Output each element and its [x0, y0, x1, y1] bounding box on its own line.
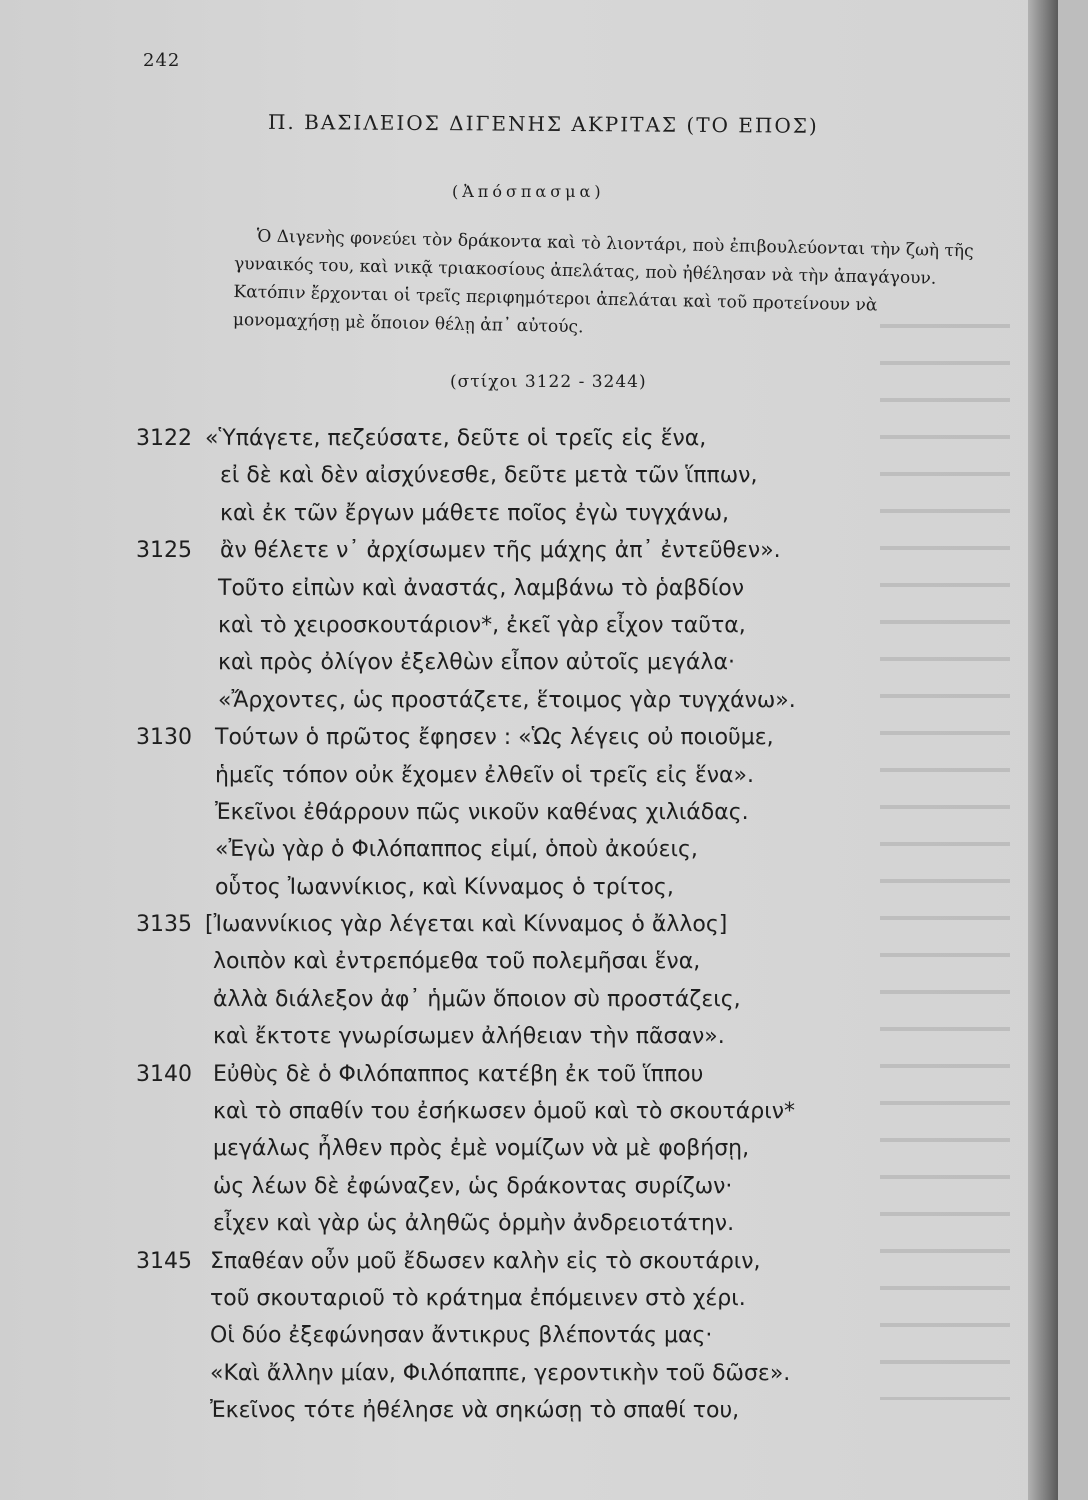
verse-text: «Ὑπάγετε, πεζεύσατε, δεῦτε οἱ τρεῖς εἰς ἕνα, — [205, 426, 707, 451]
verse-text: Ἐκεῖνος τότε ἠθέλησε νὰ σηκώσῃ τὸ σπαθί του, — [210, 1398, 740, 1424]
line-number: 3125 — [136, 538, 192, 564]
verse-text: ἡμεῖς τόπον οὐκ ἔχομεν ἐλθεῖν οἱ τρεῖς εἰς ἕνα». — [215, 762, 754, 788]
verse-line — [0, 1056, 1058, 1093]
verse-line — [0, 1018, 1058, 1055]
verse-text: Εὐθὺς δὲ ὁ Φιλόπαππος κατέβη ἐκ τοῦ ἵππου — [213, 1061, 704, 1087]
verse-line — [0, 457, 1058, 494]
verse-text: εἰ δὲ καὶ δὲν αἰσχύνεσθε, δεῦτε μετὰ τῶν ἵππων, — [220, 463, 758, 489]
verse-line — [0, 1205, 1058, 1242]
verse-text: μεγάλως ἦλθεν πρὸς ἐμὲ νομίζων νὰ μὲ φοβήσῃ, — [213, 1136, 750, 1162]
verse-text: Ἐκεῖνοι ἐθάρρουν πῶς νικοῦν καθένας χιλιάδας. — [215, 799, 749, 825]
verse-line — [0, 981, 1058, 1018]
line-number: 3122 — [136, 426, 192, 451]
verse-line — [0, 794, 1058, 831]
verse-line — [0, 532, 1058, 569]
verse-line — [0, 906, 1058, 943]
verse-text: Τούτων ὁ πρῶτος ἔφησεν : «Ὡς λέγεις οὐ ποιοῦμε, — [215, 725, 774, 751]
verse-text: καὶ ἐκ τῶν ἔργων μάθετε ποῖος ἐγὼ τυγχάνω, — [220, 500, 730, 526]
verse-line — [0, 1317, 1058, 1354]
subtitle: (Ἀπόσπασμα) — [452, 182, 605, 201]
verse-text: ὡς λέων δὲ ἐφώναζεν, ὡς δράκοντας συρίζων· — [213, 1173, 733, 1199]
verse-text: καὶ ἔκτοτε γνωρίσωμεν ἀλήθειαν τὴν πᾶσαν». — [213, 1024, 725, 1050]
verse-text: ἂν θέλετε ν᾿ ἀρχίσωμεν τῆς μάχης ἀπ᾿ ἐντεῦθεν». — [220, 538, 781, 564]
summary-text: Ὁ Διγενὴς φονεύει τὸν δράκοντα καὶ τὸ λιοντάρι, ποὺ ἐπιβουλεύονται τὴν ζωὴ τῆς γυναικός του, καὶ νικᾷ τριακοσίους ἀπελάτας, ποὺ ἠθέλησαν νὰ τὴν ἀπαγάγουν. Κατόπιν ἔρχονται οἱ τρεῖς περιφημότεροι ἀπελάται καὶ τοῦ προτείνουν νὰ μονομαχήσῃ μὲ ὅποιον θέλῃ ἀπ᾿ αὐτούς. — [232, 226, 974, 338]
verse-text: οὗτος Ἰωαννίκιος, καὶ Κίνναμος ὁ τρίτος, — [215, 874, 674, 900]
verse-line — [0, 757, 1058, 794]
verse-line — [0, 1280, 1058, 1317]
verse-line — [0, 644, 1058, 681]
chapter-title: Π. ΒΑΣΙΛΕΙΟΣ ΔΙΓΕΝΗΣ ΑΚΡΙΤΑΣ (ΤΟ ΕΠΟΣ) — [267, 109, 819, 138]
verse-line — [0, 1392, 1058, 1429]
verse-text: ἀλλὰ διάλεξον ἀφ᾿ ἡμῶν ὅποιον σὺ προστάζεις, — [213, 986, 741, 1012]
verse-line — [0, 831, 1058, 868]
verse-line — [0, 420, 1058, 457]
verse-text: Τοῦτο εἰπὼν καὶ ἀναστάς, λαμβάνω τὸ ῥαβδίον — [218, 575, 745, 601]
verse-text: «Καὶ ἄλλην μίαν, Φιλόπαππε, γεροντικὴν τοῦ δῶσε». — [210, 1360, 791, 1386]
verse-line — [0, 607, 1058, 644]
line-number: 3135 — [136, 912, 192, 938]
poem — [0, 420, 1058, 1430]
verse-text: καὶ πρὸς ὀλίγον ἐξελθὼν εἶπον αὐτοῖς μεγάλα· — [218, 650, 735, 676]
verse-text: καὶ τὸ σπαθίν του ἐσήκωσεν ὁμοῦ καὶ τὸ σκουτάριν* — [213, 1099, 795, 1125]
verse-line — [0, 682, 1058, 719]
line-number: 3140 — [136, 1061, 192, 1087]
verse-line — [0, 869, 1058, 906]
verse-text: Σπαθέαν οὖν μοῦ ἔδωσεν καλὴν εἰς τὸ σκουτάριν, — [210, 1248, 761, 1274]
summary-paragraph — [233, 222, 975, 349]
verses-label: (στίχοι 3122 - 3244) — [450, 372, 647, 392]
verse-line — [0, 943, 1058, 980]
verse-text: καὶ τὸ χειροσκουτάριον*, ἐκεῖ γὰρ εἶχον ταῦτα, — [218, 612, 746, 638]
verse-text: εἶχεν καὶ γὰρ ὡς ἀληθῶς ὁρμὴν ἀνδρειοτάτην. — [213, 1211, 735, 1237]
verse-text: τοῦ σκουταριοῦ τὸ κράτημα ἐπόμεινεν στὸ χέρι. — [210, 1285, 746, 1311]
verse-text: Οἱ δύο ἐξεφώνησαν ἄντικρυς βλέποντάς μας· — [210, 1323, 713, 1349]
verse-line — [0, 1355, 1058, 1392]
verse-text: [Ἰωαννίκιος γὰρ λέγεται καὶ Κίνναμος ὁ ἄλλος] — [205, 912, 728, 938]
verse-line — [0, 1093, 1058, 1130]
verse-text: «Ἐγὼ γὰρ ὁ Φιλόπαππος εἰμί, ὁποὺ ἀκούεις, — [215, 837, 698, 863]
page-number: 242 — [143, 50, 181, 71]
verse-line — [0, 570, 1058, 607]
verse-line — [0, 495, 1058, 532]
verse-line — [0, 1130, 1058, 1167]
verse-line — [0, 719, 1058, 756]
verse-text: λοιπὸν καὶ ἐντρεπόμεθα τοῦ πολεμῆσαι ἕνα, — [213, 949, 701, 975]
verse-text: «Ἄρχοντες, ὡς προστάζετε, ἕτοιμος γὰρ τυγχάνω». — [218, 687, 796, 713]
verse-line — [0, 1168, 1058, 1205]
verse-line — [0, 1243, 1058, 1280]
line-number: 3145 — [136, 1248, 192, 1274]
line-number: 3130 — [136, 725, 192, 751]
